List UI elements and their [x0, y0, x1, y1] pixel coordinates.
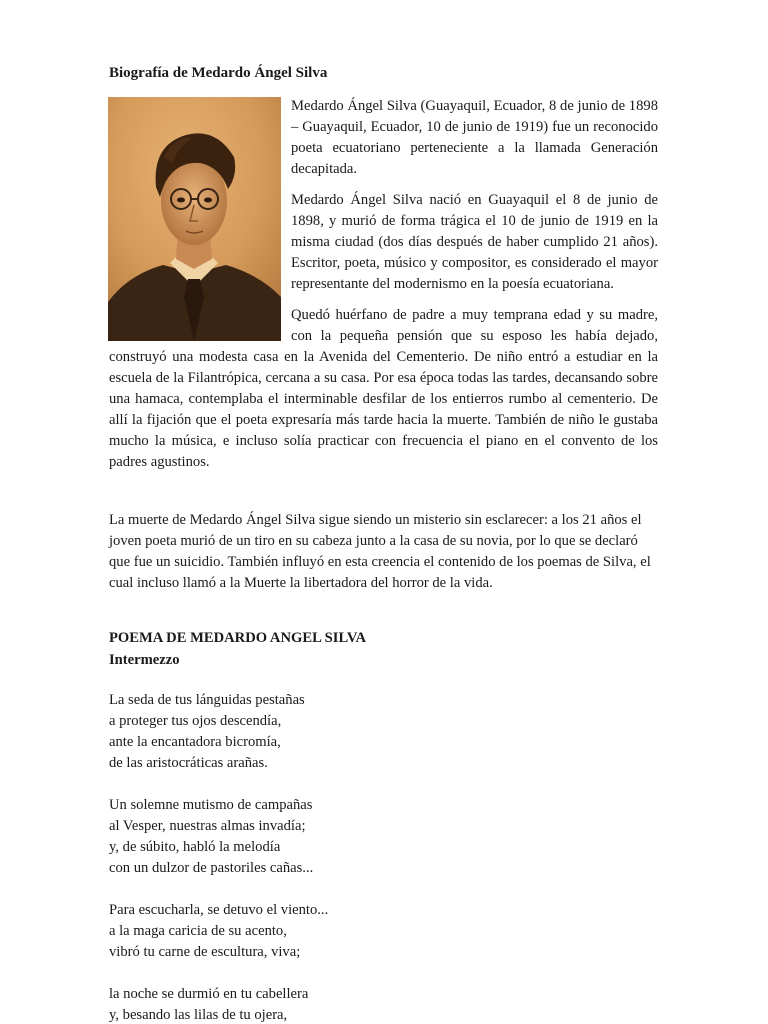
poem-line: la noche se durmió en tu cabellera: [109, 986, 309, 1002]
poem-line: y, de súbito, habló la melodía: [109, 839, 281, 855]
poem-line: ante la encantadora bicromía,: [109, 734, 281, 750]
paragraph-intro: Medardo Ángel Silva (Guayaquil, Ecuador, 8 de junio de 1898 – Guayaquil, Ecuador, 10 de junio de 1919) fue un reconocido poeta ecuatoriano perteneciente a la llamada Generación decapitada.: [291, 98, 658, 177]
poem-line: de las aristocráticas arañas.: [109, 755, 268, 771]
poem-subtitle: Intermezzo: [109, 652, 180, 668]
poem-line: Un solemne mutismo de campañas: [109, 797, 313, 813]
poem-line: Para escucharla, se detuvo el viento...: [109, 902, 329, 918]
poem-stanza: [109, 900, 509, 963]
poem-line: y, besando las lilas de tu ojera,: [109, 1007, 288, 1023]
poem-line: La seda de tus lánguidas pestañas: [109, 692, 305, 708]
paragraph-death-mystery: La muerte de Medardo Ángel Silva sigue siendo un misterio sin esclarecer: a los 21 años el joven poeta murió de un tiro en su cabeza junto a la casa de su novia, por lo que se declaró que fue un suicidio. También influyó en esta creencia el contenido de los poemas de Silva, el cual incluso llamó a la Muerte la libertadora del horror de la vida.: [109, 512, 651, 591]
portrait-spacer: [109, 96, 291, 334]
page-title: Biografía de Medardo Ángel Silva: [109, 65, 328, 81]
poem-line: a proteger tus ojos descendía,: [109, 713, 282, 729]
poem-line: con un dulzor de pastoriles cañas...: [109, 860, 314, 876]
poem-stanza: [109, 984, 509, 1024]
poem-stanza: [109, 795, 509, 879]
poem-line: al Vesper, nuestras almas invadía;: [109, 818, 306, 834]
paragraph-birth-death: Medardo Ángel Silva nació en Guayaquil el 8 de junio de 1898, y murió de forma trágica el 10 de junio de 1919 en la misma ciudad (dos días después de haber cumplido 21 años). Escritor, poeta, músico y compositor, es considerado el mayor representante del modernismo en la poesía ecuatoriana.: [291, 192, 658, 292]
paragraph-childhood: Quedó huérfano de padre a muy temprana edad y su madre, con la pequeña pensión que su esposo les había dejado, construyó una modesta casa en la Avenida del Cementerio. De niño entró a estudiar en la escuela de la Filantrópica, cercana a su casa. Por esa época todas las tardes, decansando sobre una hamaca, contemplaba el interminable desfilar de los entierros rumbo al cementerio. De allí la fijación que el poeta expresaría más tarde hacia la muerte. También de niño le gustaba mucho la música, e incluso solía practicar con frecuencia el piano en el convento de los padres agustinos.: [109, 307, 658, 470]
poem-heading: POEMA DE MEDARDO ANGEL SILVA: [109, 630, 367, 646]
poem-stanza: [109, 690, 509, 774]
poem-line: a la maga caricia de su acento,: [109, 923, 287, 939]
poem-heading-block: [109, 627, 366, 671]
poem-body: [109, 690, 509, 1024]
body-text: [109, 96, 658, 483]
poem-line: vibró tu carne de escultura, viva;: [109, 944, 301, 960]
